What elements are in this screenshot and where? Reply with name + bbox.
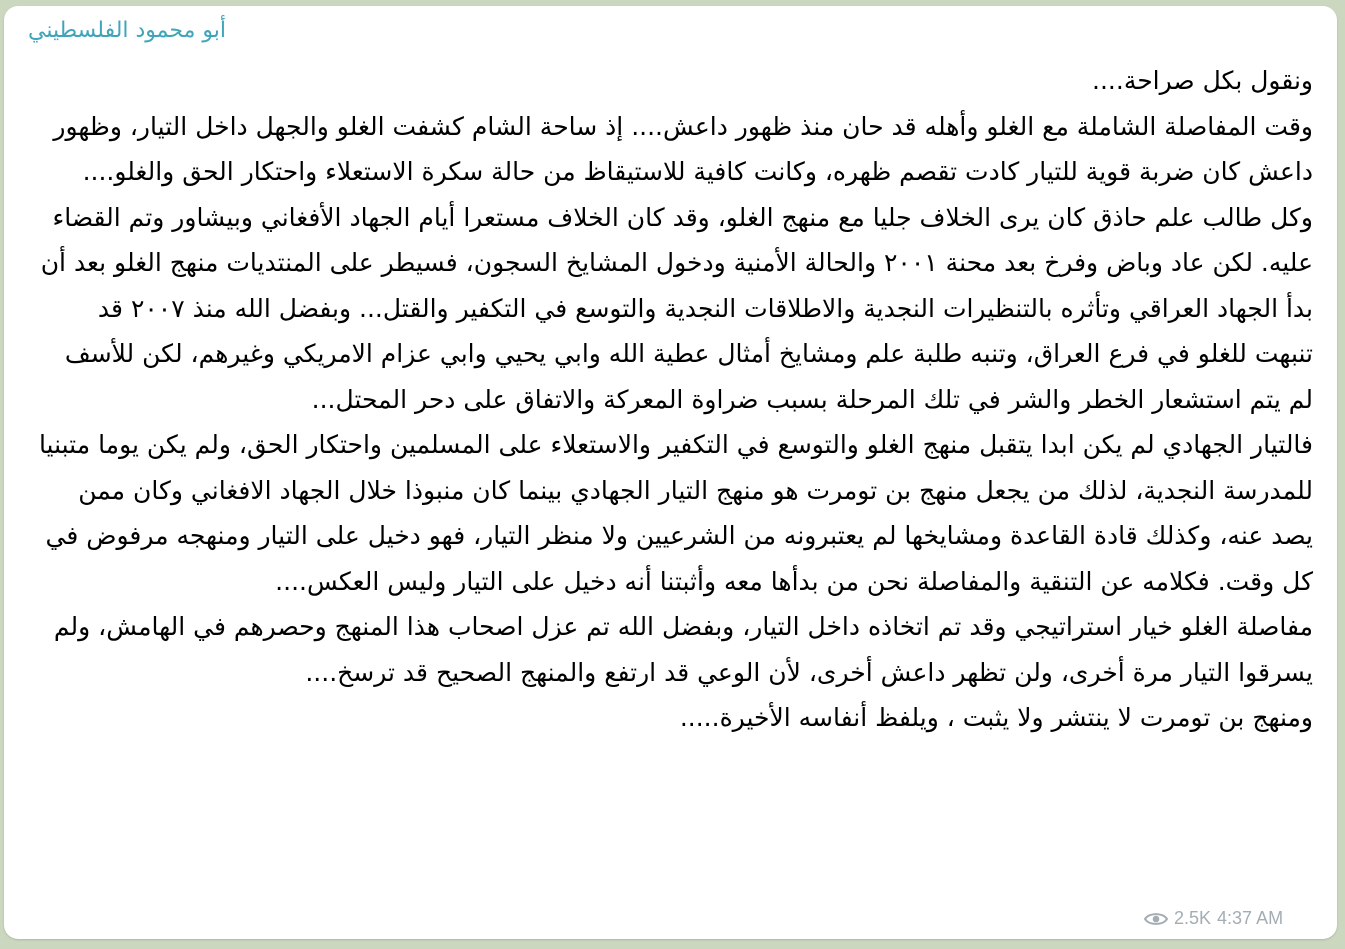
message-text: [34, 58, 1313, 741]
eye-icon: [1144, 911, 1168, 927]
message-meta: [1144, 908, 1283, 929]
message-paragraph: ومنهج بن تومرت لا ينتشر ولا يثبت ، ويلفظ أنفاسه الأخيرة.....: [679, 703, 1313, 732]
message-paragraph: وقت المفاصلة الشاملة مع الغلو وأهله قد حان منذ ظهور داعش.... إذ ساحة الشام كشفت الغلو والجهل داخل التيار، وظهور داعش كان ضربة قوية للتيار كادت تقصم ظهره، وكانت كافية للاستيقاظ من حالة سكرة الاستعلاء واحتكار الحق والغلو....: [53, 111, 1313, 186]
message-time: 4:37 AM: [1217, 908, 1284, 928]
message-bubble[interactable]: [4, 6, 1337, 939]
message-paragraph: ونقول بكل صراحة....: [1092, 66, 1313, 95]
message-paragraph: وكل طالب علم حاذق كان يرى الخلاف جليا مع منهج الغلو، وقد كان الخلاف مستعرا أيام الجهاد الأفغاني وبيشاور وتم القضاء عليه. لكن عاد وباض وفرخ بعد محنة ٢٠٠١ والحالة الأمنية ودخول المشايخ السجون، فسيطر على المنتديات منهج الغلو بعد أن بدأ الجهاد العراقي وتأثره بالتنظيرات النجدية والاطلاقات النجدية والتوسع في التكفير والقتل... وبفضل الله منذ ٢٠٠٧ قد تنبهت للغلو في فرع العراق، وتنبه طلبة علم ومشايخ أمثال عطية الله وابي يحيي وابي عزام الامريكي وغيرهم، لكن للأسف لم يتم استشعار الخطر والشر في تلك المرحلة بسبب ضراوة المعركة والاتفاق على دحر المحتل...: [40, 202, 1313, 414]
message-paragraph: فالتيار الجهادي لم يكن ابدا يتقبل منهج الغلو والتوسع في التكفير والاستعلاء على المسلمين واحتكار الحق، ولم يكن يوما متبنيا للمدرسة النجدية، لذلك من يجعل منهج بن تومرت هو منهج التيار الجهادي بينما كان منبوذا خلال الجهاد الافغاني وكان ممن يصد عنه، وكذلك قادة القاعدة ومشايخها لم يعتبرونه من الشرعيين ولا منظر التيار، فهو دخيل على التيار ومنهجه مرفوض في كل وقت. فكلامه عن التنقية والمفاصلة نحن من بدأها معه وأثبتنا أنه دخيل على التيار وليس العكس....: [38, 430, 1313, 596]
message-paragraph: مفاصلة الغلو خيار استراتيجي وقد تم اتخاذه داخل التيار، وبفضل الله تم عزل اصحاب هذا المنهج وحصرهم في الهامش، ولم يسرقوا التيار مرة أخرى، ولن تظهر داعش أخرى، لأن الوعي قد ارتفع والمنهج الصحيح قد ترسخ....: [53, 612, 1313, 687]
sender-name[interactable]: أبو محمود الفلسطيني: [28, 18, 226, 43]
view-count: 2.5K: [1174, 908, 1212, 928]
